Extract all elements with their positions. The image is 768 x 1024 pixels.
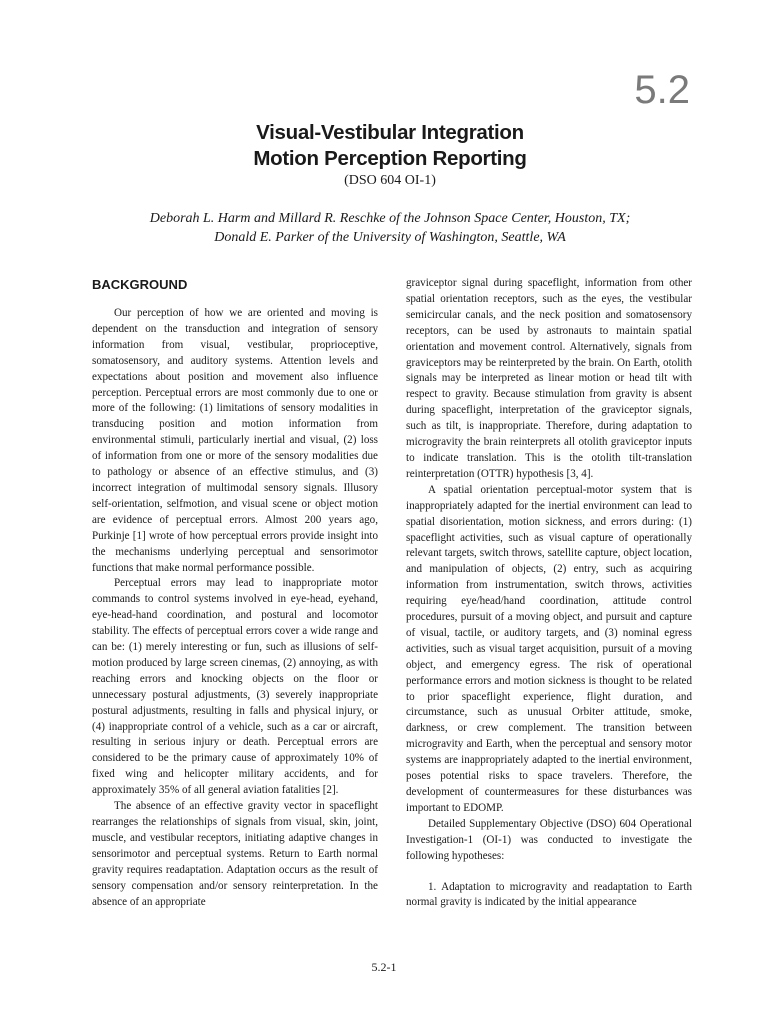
title-block [0, 120, 768, 190]
paragraph: The absence of an effective gravity vector in spaceflight rearranges the relationships of signals from visual, skin, joint, muscle, and vestibular receptors, initiating adaptive changes in sensorimotor and perceptual systems. Return to Earth normal gravity requires readaptation. Adaptation occurs as the result of sensory compensation and/or sensory reinterpretation. In the absence of an appropriate [92, 800, 378, 908]
paragraph: Our perception of how we are oriented and moving is dependent on the transduction and integration of sensory information from visual, vestibular, proprioceptive, somatosensory, and auditory systems. Attention levels and expectations about position and movement also influence perception. Perceptual errors are most commonly due to one or more of the following: (1) limitations of sensory modalities in transducing position and motion information from environmental stimuli, particularly inertial and visual, (2) loss of information from one or more of the sensory modalities due to pathology or absence of an effective stimulus, and (3) incorrect integration of multimodal sensory signals. Illusory self-orientation, selfmotion, and visual scene or object motion are evidence of perceptual errors. Almost 200 years ago, Purkinje [1] wrote of how perceptual errors provide insight into the mechanisms underlying perceptual and sensorimotor functions that make normal performance possible. [92, 307, 378, 574]
paragraph: Detailed Supplementary Objective (DSO) 604 Operational Investigation-1 (OI-1) was conducted to investigate the following hypotheses: [406, 817, 692, 862]
hypothesis-item: 1. Adaptation to microgravity and readaptation to Earth normal gravity is indicated by the initial appearance [406, 880, 692, 909]
right-column [406, 276, 692, 911]
paragraph: A spatial orientation perceptual-motor system that is inappropriately adapted for the inertial environment can lead to spatial disorientation, motion sickness, and errors during: (1) spaceflight activities, such as visual capture of operationally relevant targets, switch throws, satellite capture, object location, and manipulation of objects, (2) entry, such as acquiring information from instrumentation, switch throws, activities requiring eye/head/hand coordination, attitude control procedures, pursuit of a moving object, and pursuit and capture of visual, tactile, or auditory targets, and (3) nominal egress activities, such as visual target acquisition, pursuit of a moving object, and emergency egress. The risk of operational performance errors and motion sickness is thought to be related to prior spaceflight experience, flight duration, and circumstance, such as unusual Orbiter attitude, smoke, darkness, or crew complement. The transition between microgravity and Earth, when the perceptual and sensory motor systems are inappropriately adapted to the inertial environment, poses potential risks to space travelers. Therefore, the development of countermeasures for these disturbances was important to EDOMP. [406, 483, 692, 814]
paragraph: Perceptual errors may lead to inappropriate motor commands to control systems involved in eye-head, eyehand, eye-head-hand coordination, and postural and locomotor stability. The effects of perceptual errors cover a wide range and can be: (1) merely interesting or fun, such as illusions of self-motion produced by large screen cinemas, (2) annoying, as with reaching errors and knocking objects on the floor or unnecessary postural adjustments, (3) severely inappropriate postural adjustments, resulting in falls and physical injury, or (4) inappropriate control of a vehicle, such as a car or aircraft, resulting in serious injury or death. Perceptual errors are considered to be the primary cause of approximately 10% of fixed wing and helicopter military accidents, and for approximately 35% of all general aviation fatalities [2]. [92, 577, 378, 797]
section-number: 5.2 [634, 68, 690, 112]
paragraph: graviceptor signal during spaceflight, information from other spatial orientation receptors, such as the eyes, the vestibular semicircular canals, and the neck position and somatosensory receptors, can be used by astronauts to maintain spatial orientation and movement control. Alternatively, signals from graviceptors may be reinterpreted by the brain. On Earth, otolith signals may be interpreted as linear motion or head tilt with respect to gravity. Because stimulation from gravity is absent during spaceflight, interpretation of the graviceptor signals, such as tilt, is inappropriate. Therefore, during adaptation to microgravity the brain reinterprets all otolith graviceptor inputs to indicate translation. This is the otolith tilt-translation reinterpretation (OTTR) hypothesis [3, 4]. [406, 277, 692, 480]
title-line-2: Motion Perception Reporting [253, 147, 527, 170]
title-line-1: Visual-Vestibular Integration [256, 121, 524, 144]
authors [0, 209, 768, 247]
authors-line-2: Donald E. Parker of the University of Washington, Seattle, WA [214, 230, 566, 245]
authors-line-1: Deborah L. Harm and Millard R. Reschke of the Johnson Space Center, Houston, TX; [149, 211, 631, 226]
page-number: 5.2-1 [371, 960, 397, 974]
subtitle: (DSO 604 OI-1) [344, 173, 436, 188]
left-column [92, 276, 378, 910]
section-heading: BACKGROUND [92, 277, 188, 292]
